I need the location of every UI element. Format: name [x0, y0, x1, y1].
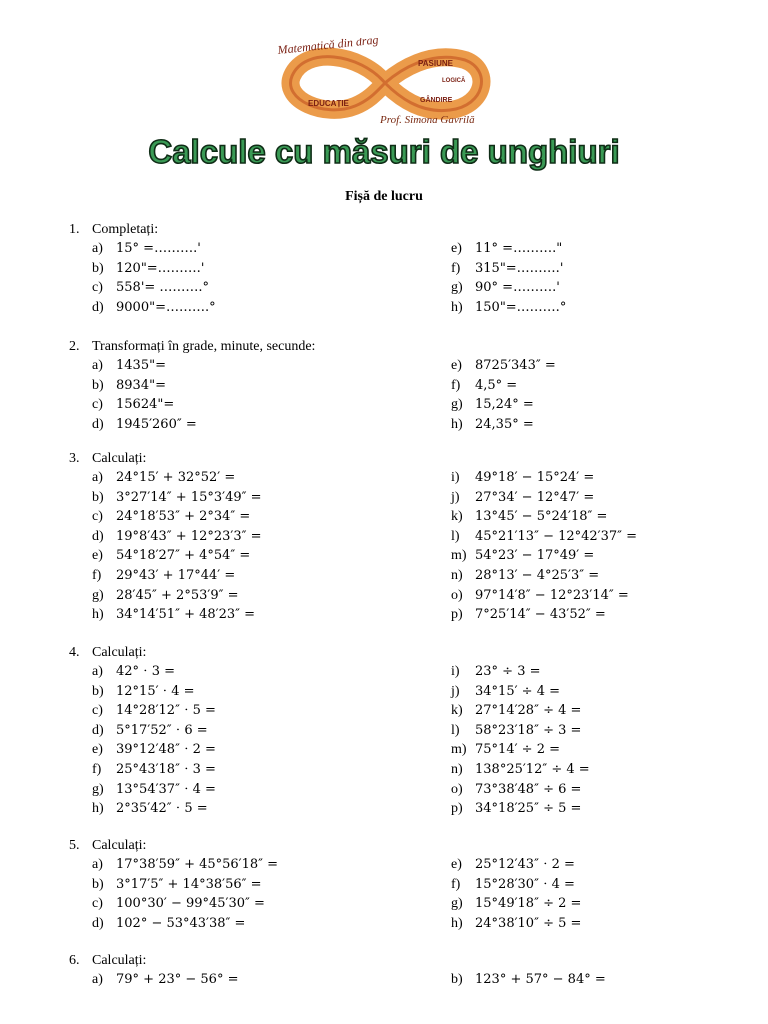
exercise-instruction: Calculați: — [92, 645, 147, 660]
exercise-item — [92, 780, 216, 800]
item-label: f) — [451, 877, 461, 892]
infinity-logo-icon — [270, 38, 500, 128]
item-label: c) — [92, 509, 103, 524]
item-label: e) — [92, 742, 103, 757]
item-expression: 28°13′ − 4°25′3″ = — [475, 568, 600, 583]
item-label: d) — [92, 723, 104, 738]
item-label: b) — [451, 972, 463, 987]
exercise-item — [92, 239, 201, 259]
item-expression: 102° − 53°43′38″ = — [116, 916, 246, 931]
item-label: f) — [92, 568, 102, 583]
exercise-item — [92, 586, 238, 606]
exercise-item — [92, 376, 166, 396]
exercise-item — [92, 356, 166, 376]
item-expression: 2°35′42″ ⋅ 5 = — [116, 801, 208, 816]
exercise-item — [451, 662, 541, 682]
item-expression: 15°28′30″ ⋅ 4 = — [475, 877, 575, 892]
item-label: j) — [451, 490, 460, 505]
exercise-number: 5. — [69, 838, 80, 853]
exercise-item — [451, 605, 606, 625]
item-expression: 25°12′43″ ⋅ 2 = — [475, 857, 575, 872]
item-expression: 15624"= — [116, 397, 175, 412]
item-expression: 123° + 57° − 84° = — [475, 972, 606, 987]
item-label: a) — [92, 470, 103, 485]
item-label: c) — [92, 280, 103, 295]
exercise-item — [92, 527, 262, 547]
exercise-item — [451, 278, 560, 298]
exercise-item — [92, 970, 238, 990]
item-expression: 17°38′59″ + 45°56′18″ = — [116, 857, 279, 872]
logo — [270, 38, 500, 128]
item-label: k) — [451, 509, 463, 524]
item-label: k) — [451, 703, 463, 718]
exercise-item — [92, 662, 175, 682]
exercise-item — [92, 701, 216, 721]
exercise-item — [92, 914, 245, 934]
item-label: c) — [92, 896, 103, 911]
exercise-item — [92, 740, 216, 760]
item-expression: 8725′343″ = — [475, 358, 556, 373]
item-expression: 11° =………." — [475, 241, 563, 256]
item-label: b) — [92, 684, 104, 699]
item-expression: 15° =……….' — [116, 241, 201, 256]
item-expression: 75°14′ ÷ 2 = — [475, 742, 560, 757]
logo-word-4: LOGICĂ — [442, 78, 466, 84]
item-label: a) — [92, 972, 103, 987]
item-label: b) — [92, 490, 104, 505]
exercise-item — [451, 970, 606, 990]
exercise-item — [451, 298, 566, 318]
exercise-number: 3. — [69, 451, 80, 466]
item-expression: 3°27′14″ + 15°3′49″ = — [116, 490, 262, 505]
exercise-item — [451, 721, 581, 741]
item-label: f) — [451, 378, 461, 393]
exercise-instruction: Calculați: — [92, 953, 147, 968]
item-expression: 4,5° = — [475, 378, 518, 393]
item-expression: 24°38′10″ ÷ 5 = — [475, 916, 582, 931]
item-expression: 15,24° = — [475, 397, 534, 412]
item-label: c) — [92, 397, 103, 412]
item-label: g) — [451, 896, 463, 911]
item-expression: 54°18′27″ + 4°54″ = — [116, 548, 251, 563]
exercise-item — [92, 415, 197, 435]
exercise-number: 4. — [69, 645, 80, 660]
item-label: a) — [92, 358, 103, 373]
exercise-item — [92, 721, 208, 741]
item-expression: 558'= ……….° — [116, 280, 210, 295]
item-label: j) — [451, 684, 460, 699]
exercise-item — [451, 259, 563, 279]
item-expression: 97°14′8″ − 12°23′14″ = — [475, 588, 629, 603]
item-label: h) — [92, 607, 104, 622]
item-expression: 1945′260″ = — [116, 417, 197, 432]
exercise-item — [92, 875, 262, 895]
logo-top-text: Matematică din drag — [276, 38, 380, 57]
item-expression: 25°43′18″ ⋅ 3 = — [116, 762, 216, 777]
item-label: d) — [92, 529, 104, 544]
item-expression: 5°17′52″ ⋅ 6 = — [116, 723, 208, 738]
item-expression: 24,35° = — [475, 417, 534, 432]
item-label: b) — [92, 378, 104, 393]
exercise-number: 2. — [69, 339, 80, 354]
item-expression: 34°18′25″ ÷ 5 = — [475, 801, 582, 816]
item-label: b) — [92, 261, 104, 276]
exercise-item — [451, 855, 575, 875]
item-label: p) — [451, 801, 463, 816]
logo-word-2: EDUCAȚIE — [308, 99, 349, 108]
exercise-item — [92, 395, 174, 415]
item-expression: 12°15′ ⋅ 4 = — [116, 684, 195, 699]
item-expression: 49°18′ − 15°24′ = — [475, 470, 595, 485]
exercise-item — [451, 415, 534, 435]
exercise-item — [92, 298, 216, 318]
item-label: l) — [451, 723, 460, 738]
exercise-item — [451, 799, 581, 819]
item-expression: 9000"=……….° — [116, 300, 216, 315]
exercise-item — [451, 740, 560, 760]
exercise-item — [92, 507, 250, 527]
item-expression: 34°14′51″ + 48′23″ = — [116, 607, 256, 622]
exercise-item — [451, 875, 575, 895]
logo-word-1: PASIUNE — [418, 59, 453, 68]
item-label: a) — [92, 241, 103, 256]
item-expression: 34°15′ ÷ 4 = — [475, 684, 560, 699]
item-expression: 24°18′53″ + 2°34″ = — [116, 509, 251, 524]
item-label: d) — [92, 417, 104, 432]
exercise-instruction: Completați: — [92, 222, 159, 237]
item-label: f) — [92, 762, 102, 777]
exercise-item — [92, 546, 250, 566]
item-label: i) — [451, 664, 460, 679]
item-expression: 15°49′18″ ÷ 2 = — [475, 896, 582, 911]
item-label: e) — [92, 548, 103, 563]
item-expression: 3°17′5″ + 14°38′56″ = — [116, 877, 262, 892]
item-expression: 14°28′12″ ⋅ 5 = — [116, 703, 216, 718]
exercise-item — [92, 894, 265, 914]
exercise-item — [92, 259, 204, 279]
exercise-item — [451, 376, 517, 396]
item-label: p) — [451, 607, 463, 622]
item-expression: 13°54′37″ ⋅ 4 = — [116, 782, 216, 797]
item-expression: 45°21′13″ − 12°42′37″ = — [475, 529, 638, 544]
item-expression: 39°12′48″ ⋅ 2 = — [116, 742, 216, 757]
exercise-item — [451, 914, 581, 934]
item-label: m) — [451, 742, 467, 757]
item-expression: 100°30′ − 99°45′30″ = — [116, 896, 265, 911]
exercise-item — [451, 507, 607, 527]
item-label: o) — [451, 588, 463, 603]
item-expression: 27°34′ − 12°47′ = — [475, 490, 595, 505]
item-label: f) — [451, 261, 461, 276]
exercise-instruction: Transformați în grade, minute, secunde: — [92, 339, 316, 354]
exercise-item — [451, 468, 594, 488]
exercise-item — [451, 586, 629, 606]
exercise-item — [92, 855, 278, 875]
page-title: Calcule cu măsuri de unghiuri — [148, 133, 620, 170]
item-label: n) — [451, 568, 463, 583]
item-expression: 73°38′48″ ÷ 6 = — [475, 782, 582, 797]
item-expression: 23° ÷ 3 = — [475, 664, 541, 679]
exercise-item — [451, 356, 556, 376]
exercise-instruction: Calculați: — [92, 451, 147, 466]
item-label: g) — [92, 782, 104, 797]
item-label: l) — [451, 529, 460, 544]
item-label: g) — [92, 588, 104, 603]
item-label: d) — [92, 916, 104, 931]
item-expression: 27°14′28″ ÷ 4 = — [475, 703, 582, 718]
item-label: h) — [451, 300, 463, 315]
item-label: e) — [451, 241, 462, 256]
item-label: n) — [451, 762, 463, 777]
item-label: a) — [92, 857, 103, 872]
exercise-item — [92, 278, 209, 298]
item-label: h) — [451, 916, 463, 931]
exercise-item — [451, 701, 581, 721]
item-label: o) — [451, 782, 463, 797]
item-label: b) — [92, 877, 104, 892]
item-label: e) — [451, 857, 462, 872]
item-expression: 42° ⋅ 3 = — [116, 664, 176, 679]
item-expression: 90° =……….' — [475, 280, 560, 295]
item-expression: 1435"= — [116, 358, 166, 373]
item-expression: 138°25′12″ ÷ 4 = — [475, 762, 590, 777]
exercise-number: 6. — [69, 953, 80, 968]
item-label: m) — [451, 548, 467, 563]
item-label: g) — [451, 397, 463, 412]
item-expression: 28′45″ + 2°53′9″ = — [116, 588, 239, 603]
exercise-item — [451, 239, 562, 259]
item-expression: 54°23′ − 17°49′ = — [475, 548, 595, 563]
page-subtitle: Fișă de lucru — [345, 189, 423, 204]
exercise-item — [451, 488, 594, 508]
exercise-item — [451, 894, 581, 914]
exercise-item — [451, 566, 599, 586]
item-label: c) — [92, 703, 103, 718]
logo-word-3: GÂNDIRE — [420, 97, 453, 104]
item-label: a) — [92, 664, 103, 679]
item-expression: 150"=……….° — [475, 300, 567, 315]
item-expression: 58°23′18″ ÷ 3 = — [475, 723, 582, 738]
item-expression: 8934"= — [116, 378, 166, 393]
exercise-item — [451, 760, 590, 780]
exercise-item — [451, 546, 594, 566]
exercise-item — [92, 468, 235, 488]
logo-author: Prof. Simona Gavrilă — [380, 114, 475, 126]
item-expression: 79° + 23° − 56° = — [116, 972, 239, 987]
item-expression: 7°25′14″ − 43′52″ = — [475, 607, 606, 622]
exercise-item — [92, 566, 235, 586]
item-label: d) — [92, 300, 104, 315]
exercise-number: 1. — [69, 222, 80, 237]
exercise-item — [92, 799, 208, 819]
exercise-item — [451, 780, 581, 800]
exercise-item — [451, 682, 560, 702]
exercise-item — [92, 488, 262, 508]
item-expression: 24°15′ + 32°52′ = — [116, 470, 236, 485]
item-expression: 13°45′ − 5°24′18″ = — [475, 509, 608, 524]
item-label: i) — [451, 470, 460, 485]
exercise-item — [92, 605, 255, 625]
item-expression: 29°43′ + 17°44′ = — [116, 568, 236, 583]
item-label: e) — [451, 358, 462, 373]
exercise-item — [92, 682, 195, 702]
item-expression: 315"=……….' — [475, 261, 564, 276]
item-label: g) — [451, 280, 463, 295]
exercise-item — [92, 760, 216, 780]
exercise-instruction: Calculați: — [92, 838, 147, 853]
exercise-item — [451, 527, 637, 547]
item-expression: 120"=……….' — [116, 261, 205, 276]
item-expression: 19°8′43″ + 12°23′3″ = — [116, 529, 262, 544]
item-label: h) — [451, 417, 463, 432]
item-label: h) — [92, 801, 104, 816]
exercise-item — [451, 395, 534, 415]
